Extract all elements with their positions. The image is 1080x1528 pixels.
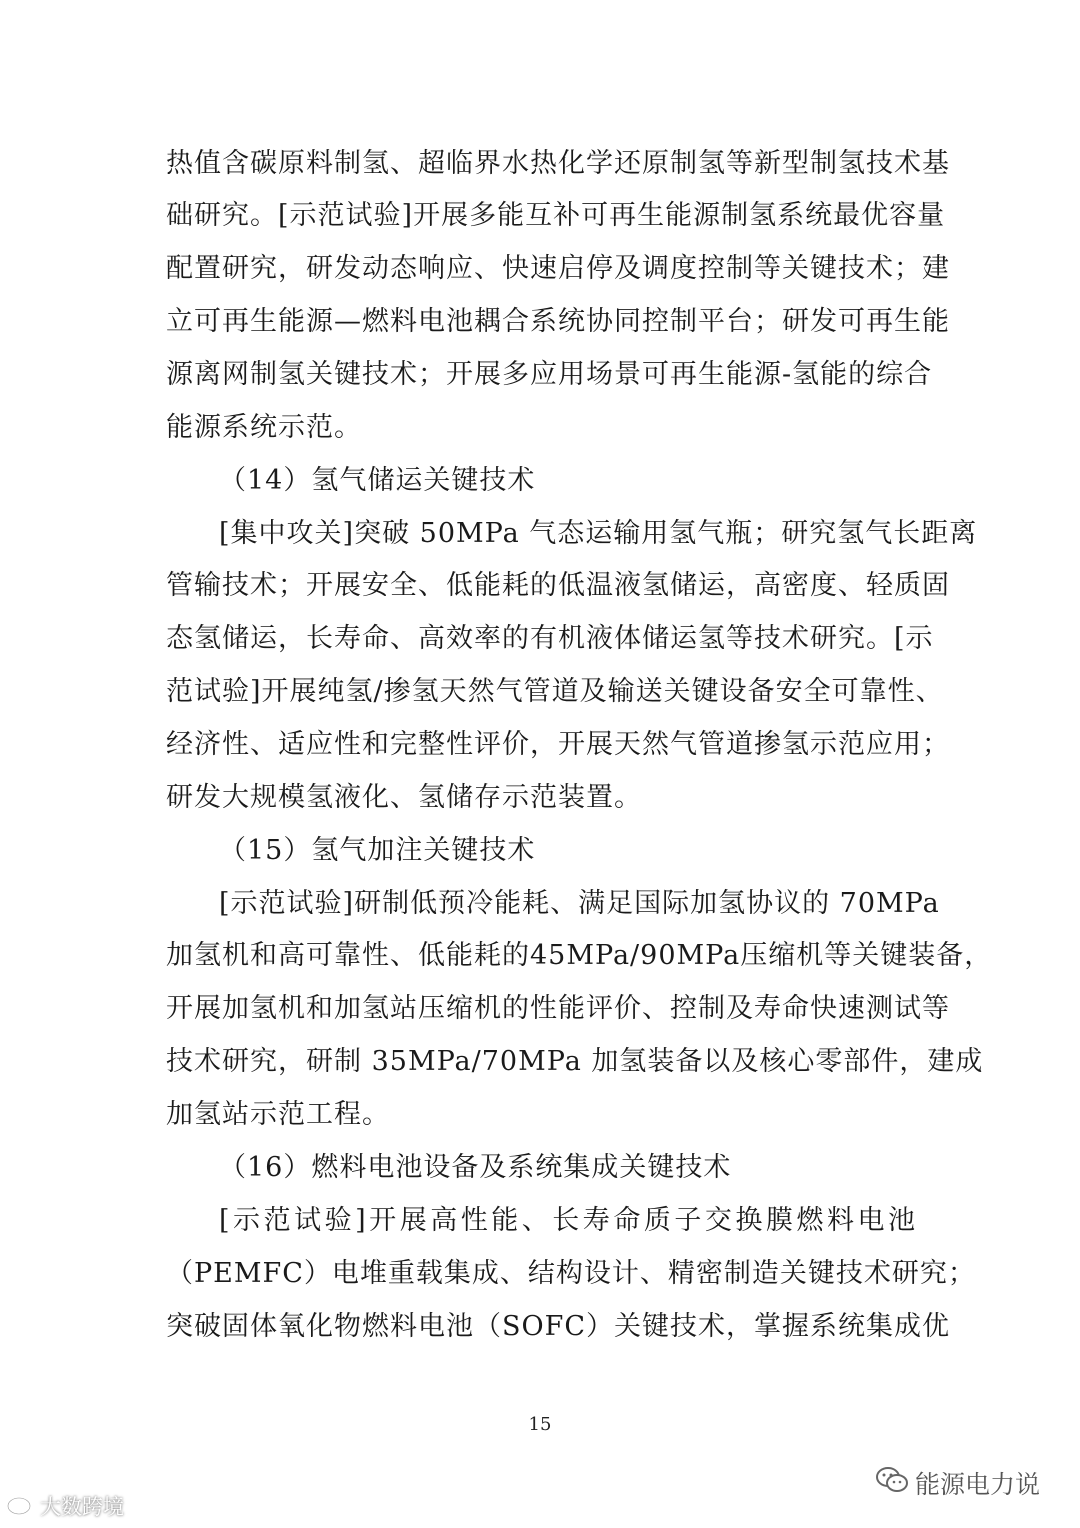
page-number: 15 [528, 1414, 552, 1435]
section-heading: （15）氢气加注关键技术 [219, 835, 536, 866]
section-heading: （16）燃料电池设备及系统集成关键技术 [219, 1152, 732, 1183]
body-line: [示范试验]研制低预冷能耗、满足国际加氢协议的 70MPa [219, 888, 940, 919]
body-line: 源离网制氢关键技术；开展多应用场景可再生能源-氢能的综合 [166, 359, 933, 390]
body-line: 加氢站示范工程。 [166, 1099, 390, 1130]
body-line: [示范试验]开展高性能、长寿命质子交换膜燃料电池 [219, 1205, 916, 1236]
weibo-watermark [6, 1490, 124, 1522]
weibo-account-name: 大数跨境 [40, 1495, 124, 1519]
wechat-account-name: 能源电力说 [914, 1470, 1040, 1499]
section-heading: （14）氢气储运关键技术 [219, 465, 536, 496]
body-line: （PEMFC）电堆重载集成、结构设计、精密制造关键技术研究； [166, 1258, 976, 1289]
body-line: 加氢机和高可靠性、低能耗的45MPa/90MPa压缩机等关键装备， [166, 940, 993, 971]
body-line: 开展加氢机和加氢站压缩机的性能评价、控制及寿命快速测试等 [166, 993, 950, 1024]
body-line: 研发大规模氢液化、氢储存示范装置。 [166, 782, 642, 813]
body-line: 热值含碳原料制氢、超临界水热化学还原制氢等新型制氢技术基 [166, 148, 950, 179]
body-line: 础研究。[示范试验]开展多能互补可再生能源制氢系统最优容量 [166, 200, 946, 231]
body-line: 能源系统示范。 [166, 412, 362, 443]
wechat-icon [875, 1465, 909, 1501]
body-line: 态氢储运，长寿命、高效率的有机液体储运氢等技术研究。[示 [166, 623, 934, 654]
body-line: 范试验]开展纯氢/掺氢天然气管道及输送关键设备安全可靠性、 [166, 676, 944, 707]
body-line: 突破固体氧化物燃料电池（SOFC）关键技术，掌握系统集成优 [166, 1311, 951, 1342]
body-line: [集中攻关]突破 50MPa 气态运输用氢气瓶；研究氢气长距离 [219, 518, 978, 549]
body-line: 管输技术；开展安全、低能耗的低温液氢储运，高密度、轻质固 [166, 570, 950, 601]
body-line: 技术研究，研制 35MPa/70MPa 加氢装备以及核心零部件，建成 [166, 1046, 984, 1077]
body-line: 配置研究，研发动态响应、快速启停及调度控制等关键技术；建 [166, 253, 950, 284]
body-line: 立可再生能源—燃料电池耦合系统协同控制平台；研发可再生能 [166, 306, 950, 337]
wechat-watermark [875, 1465, 1040, 1501]
body-line: 经济性、适应性和完整性评价，开展天然气管道掺氢示范应用； [166, 729, 950, 760]
weibo-icon [6, 1491, 36, 1522]
